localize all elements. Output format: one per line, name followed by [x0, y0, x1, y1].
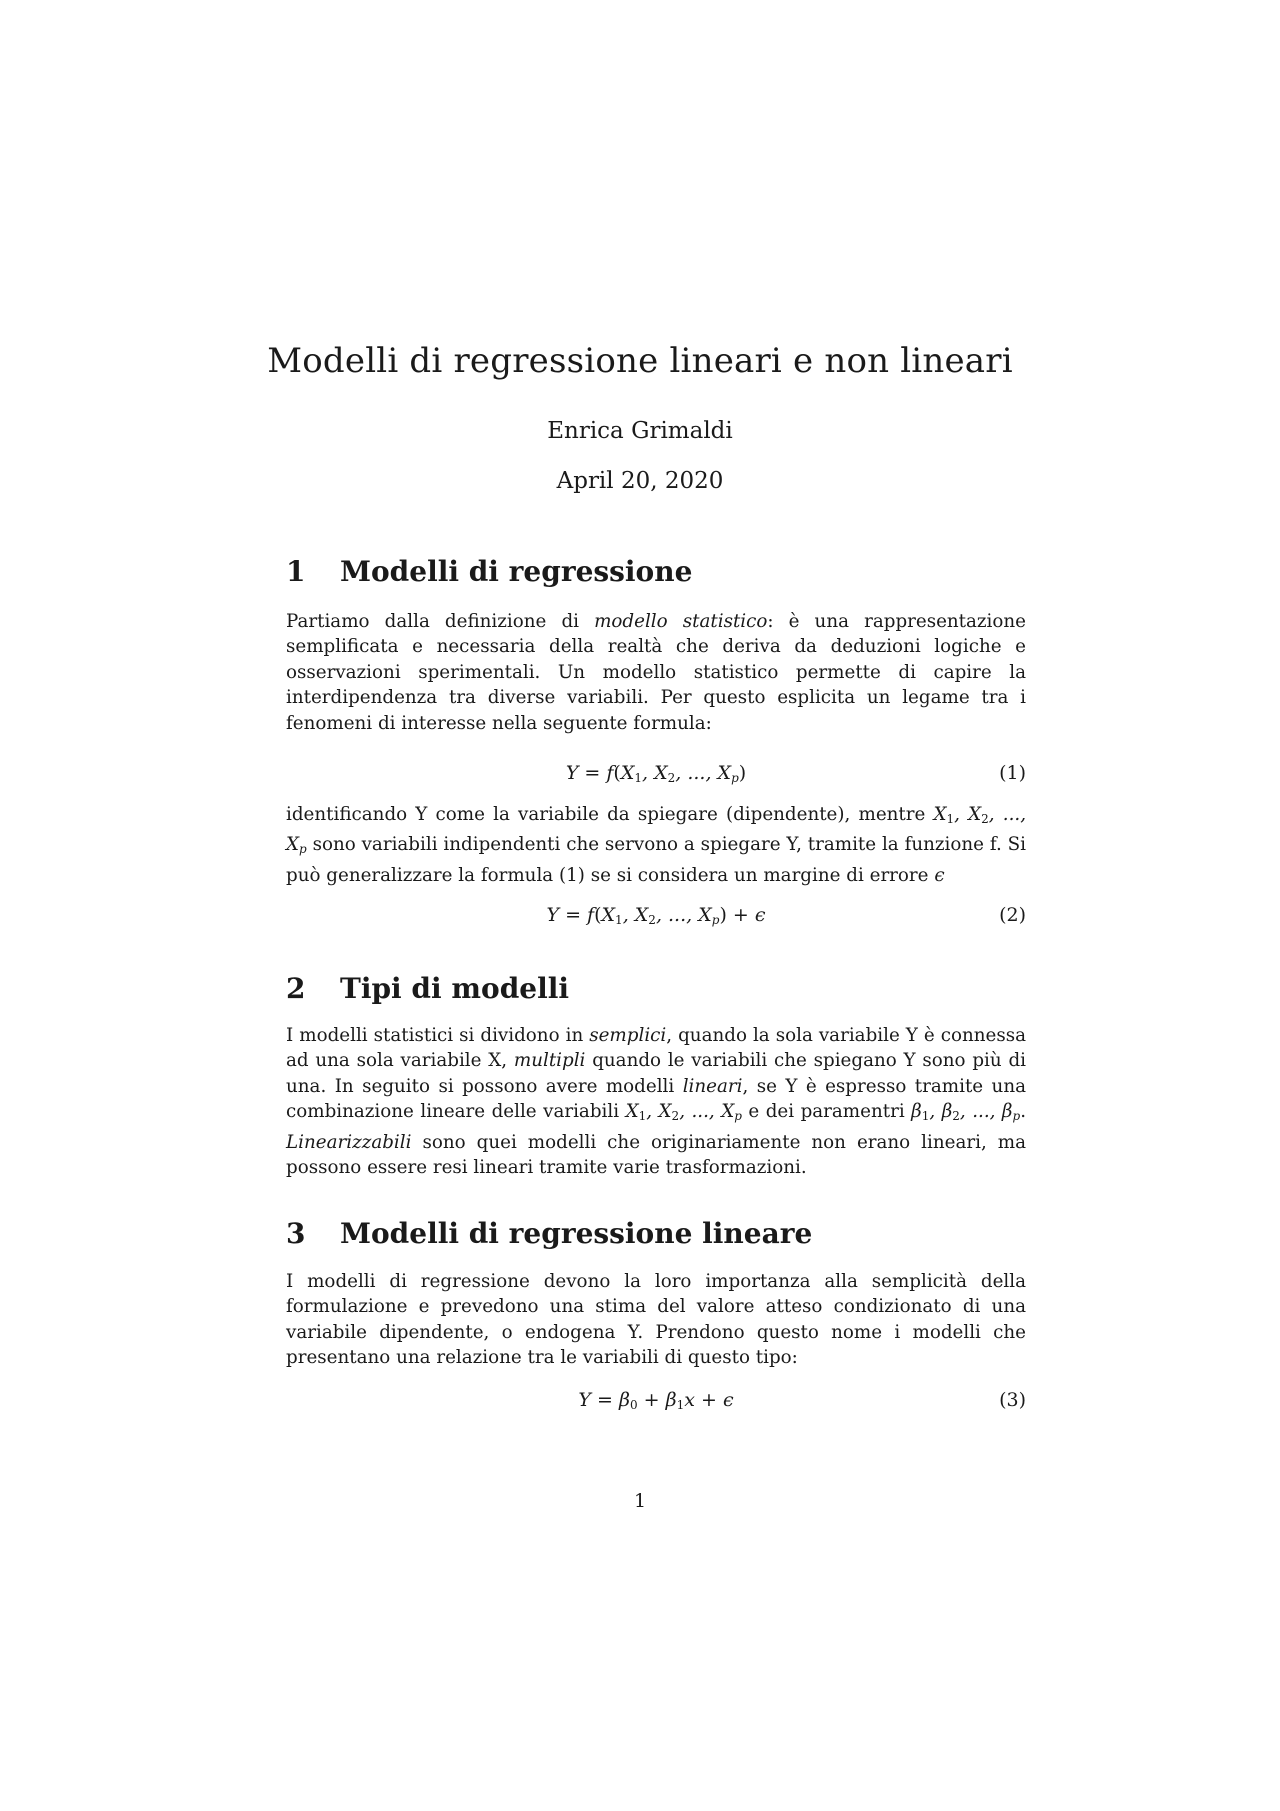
equation-number: (1) — [999, 762, 1026, 784]
section-heading — [286, 972, 1026, 1005]
section-2-paragraph: I modelli statistici si dividono in semplici, quando la sola variabile Y è connessa ad una sola variabile X, multipli quando le variabili che spiegano Y sono più di una. In seguito si possono avere modelli lineari, se Y è espresso tramite una combinazione lineare delle variabili $X_1$, $X_2$, ..., $X_p$ e dei paramentri $\beta_1$, $\beta_2$, ..., $\beta_p$. Linearizzabili sono quei modelli che originariamente non erano lineari, ma possono essere resi lineari tramite varie trasformazioni. — [286, 1025, 1027, 1179]
section-1 — [286, 555, 1026, 588]
section-number: 3 — [286, 1217, 306, 1250]
equation-formula: $Y = \beta_0 + \beta_1x + \epsilon$ — [578, 1389, 734, 1412]
section-number: 1 — [286, 555, 306, 588]
paper-title: Modelli di regressione lineari e non lineari — [267, 341, 1013, 381]
section-1-paragraph-2: identificando Y come la variabile da spiegare (dipendente), mentre $X_1$, $X_2$, ..., $X_p$ sono variabili indipendenti che servono a spiegare Y, tramite la funzione f. Si può generalizzare la formula (1) se si considera un margine di errore ϵ — [286, 804, 1027, 886]
section-title: Tipi di modelli — [340, 972, 570, 1005]
variables-list: $X_1$, $X_2$, ..., $X_p$ — [286, 804, 1027, 857]
section-heading — [286, 555, 1026, 588]
equation-formula: $Y = f(X_1$, $X_2$, ..., $X_p) + \epsilon$ — [546, 904, 766, 927]
section-3-paragraph: I modelli di regressione devono la loro importanza alla semplicità della formulazione e prevedono una stima del valore atteso condizionato di una variabile dipendente, o endogena Y. Prendono questo nome i modelli che presentano una relazione tra le variabili di questo tipo: — [286, 1271, 1026, 1369]
paper-author: Enrica Grimaldi — [547, 418, 733, 444]
section-number: 2 — [286, 972, 306, 1005]
emphasis: modello statistico — [594, 611, 768, 632]
equation-number: (2) — [999, 904, 1026, 926]
equation-number: (3) — [999, 1389, 1026, 1411]
section-title: Modelli di regressione — [340, 555, 693, 588]
equation-1 — [286, 762, 1026, 792]
paper-date: April 20, 2020 — [556, 468, 724, 494]
section-1-paragraph-1: Partiamo dalla definizione di modello statistico: è una rappresentazione semplificata e necessaria della realtà che deriva da deduzioni logiche e osservazioni sperimentali. Un modello statistico permette di capire la interdipendenza tra diverse variabili. Per questo esplicita un legame tra i fenomeni di interesse nella seguente formula: — [286, 611, 1026, 734]
equation-3 — [286, 1389, 1026, 1419]
equation-2 — [286, 904, 1026, 934]
section-title: Modelli di regressione lineare — [340, 1217, 813, 1250]
page-number: 1 — [633, 1490, 647, 1512]
equation-formula: $Y = f(X_1$, $X_2$, ..., $X_p$) — [565, 762, 747, 785]
section-2 — [286, 972, 1026, 1005]
section-heading — [286, 1217, 1026, 1250]
section-3 — [286, 1217, 1026, 1250]
